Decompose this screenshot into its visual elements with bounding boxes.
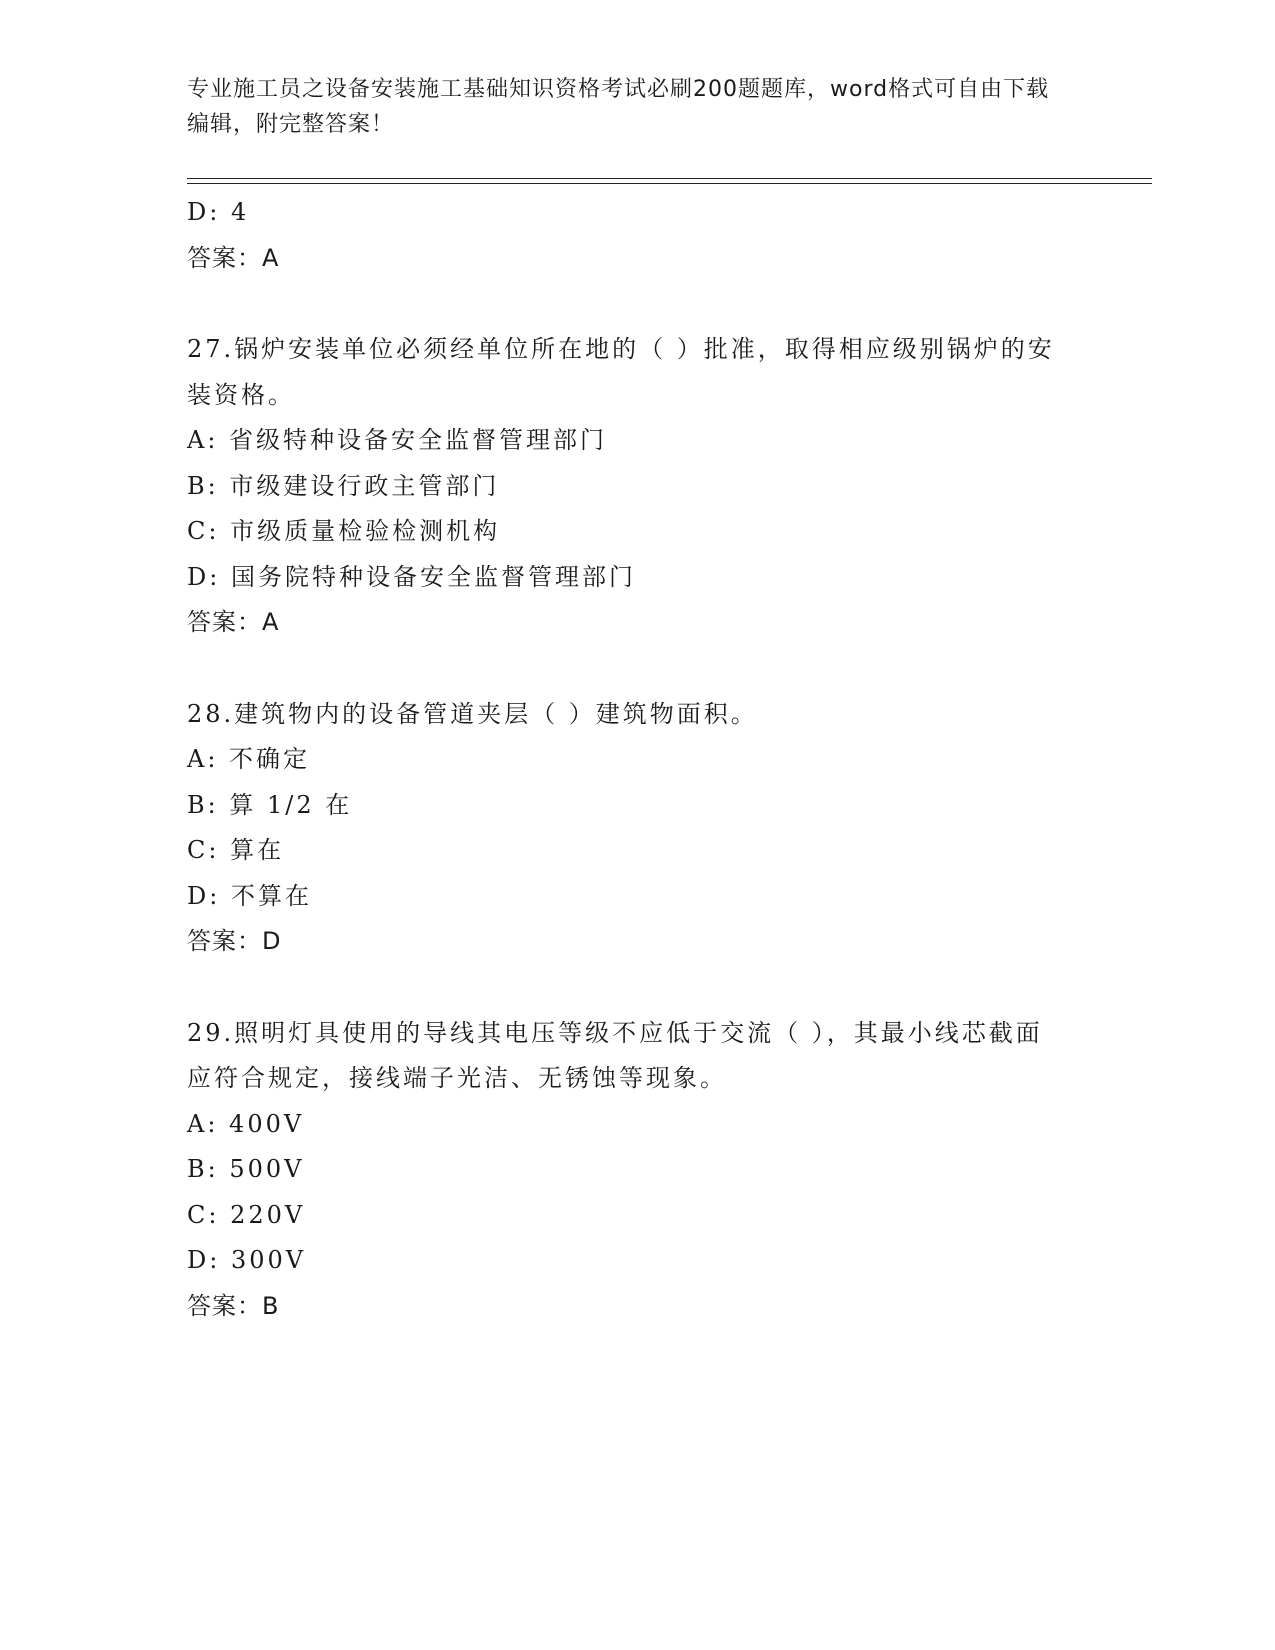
document-body bbox=[187, 190, 1087, 1329]
option-a: A: 不确定 bbox=[187, 745, 311, 773]
option-b: B: 算 1/2 在 bbox=[187, 790, 353, 819]
header-rule-top bbox=[187, 178, 1152, 179]
question-stem: 29.照明灯具使用的导线其电压等级不应低于交流（ ），其最小线芯截面应符合规定，接线端子光洁、无锈蚀等现象。 bbox=[187, 1018, 1043, 1092]
option-b: B: 500V bbox=[187, 1155, 305, 1183]
answer: 答案：A bbox=[187, 608, 280, 636]
spacer bbox=[187, 965, 1087, 1011]
option-a: A: 400V bbox=[187, 1109, 305, 1138]
option-d: D: 不算在 bbox=[187, 881, 312, 910]
header-rule-bottom bbox=[187, 183, 1152, 184]
question-stem: 28.建筑物内的设备管道夹层（ ）建筑物面积。 bbox=[187, 699, 758, 728]
document-header: 专业施工员之设备安装施工基础知识资格考试必刷200题题库，word格式可自由下载编辑，附完整答案！ bbox=[187, 77, 1050, 137]
answer: 答案：D bbox=[187, 927, 282, 955]
option-d: D: 国务院特种设备安全监督管理部门 bbox=[187, 562, 636, 591]
option-d: D: 300V bbox=[187, 1246, 307, 1274]
question-27 bbox=[187, 327, 1087, 646]
question-stem: 27.锅炉安装单位必须经单位所在地的（ ）批准，取得相应级别锅炉的安装资格。 bbox=[187, 335, 1055, 409]
prev-answer: 答案：A bbox=[187, 243, 280, 272]
prev-option-d: D: 4 bbox=[187, 198, 250, 226]
option-c: C: 算在 bbox=[187, 836, 285, 864]
option-a: A: 省级特种设备安全监督管理部门 bbox=[187, 426, 608, 454]
option-c: C: 市级质量检验检测机构 bbox=[187, 517, 501, 545]
spacer bbox=[187, 281, 1087, 327]
question-29 bbox=[187, 1011, 1087, 1330]
spacer bbox=[187, 646, 1087, 692]
answer: 答案：B bbox=[187, 1291, 280, 1320]
option-b: B: 市级建设行政主管部门 bbox=[187, 471, 500, 500]
question-28 bbox=[187, 692, 1087, 965]
option-c: C: 220V bbox=[187, 1200, 306, 1229]
